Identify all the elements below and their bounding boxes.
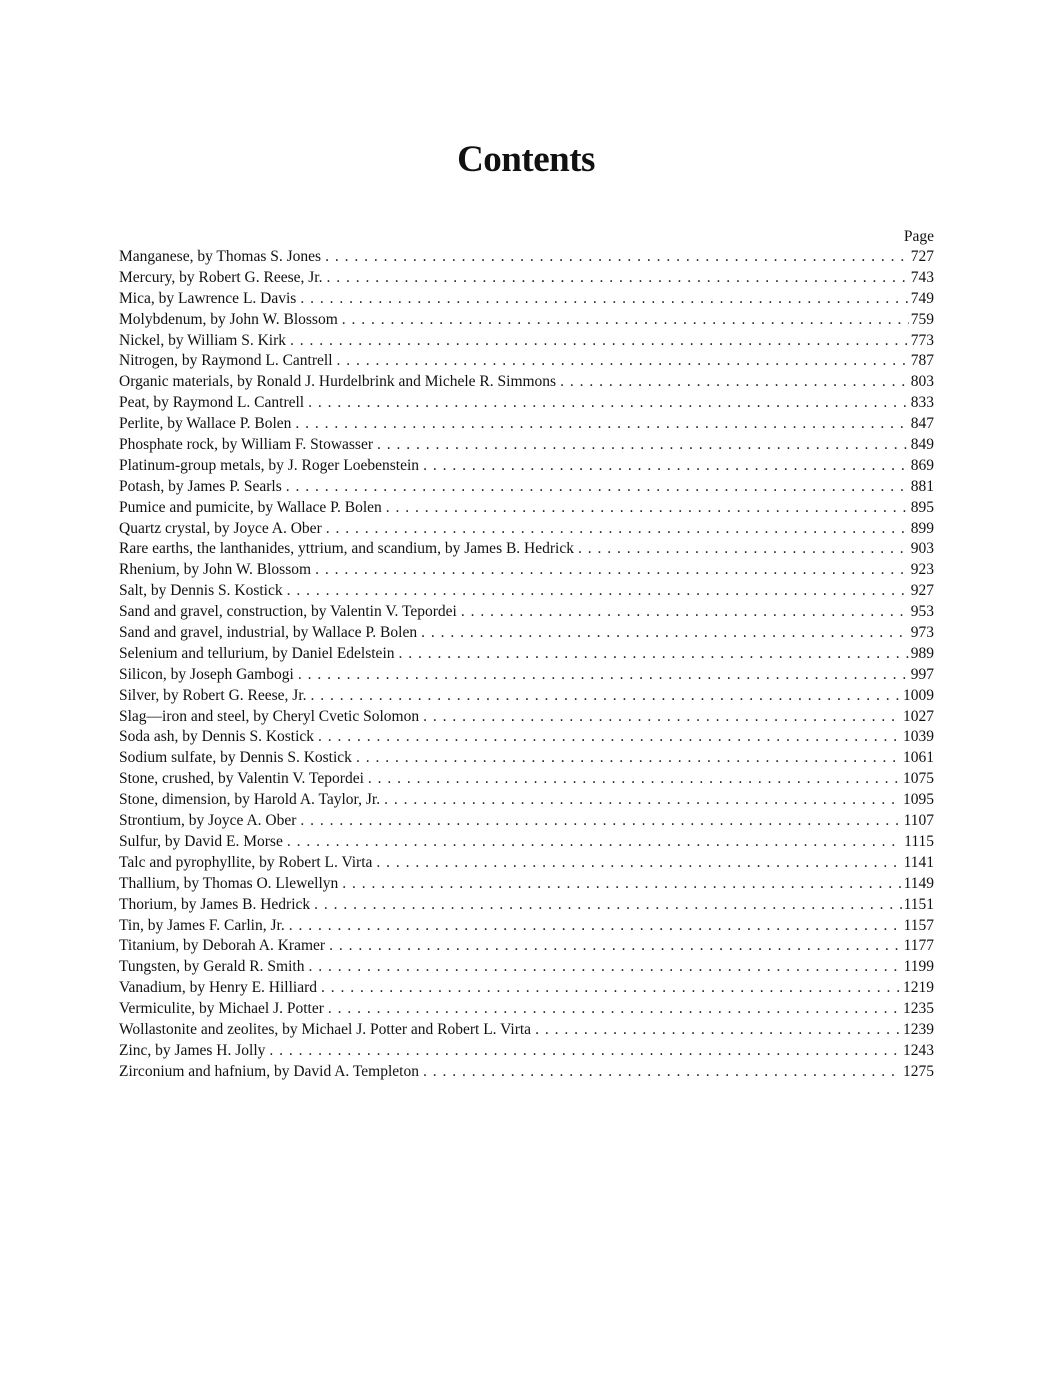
dot-leader xyxy=(578,539,909,560)
toc-entry-title: Mercury, by Robert G. Reese, Jr. xyxy=(119,268,323,286)
dot-leader xyxy=(356,748,901,769)
toc-entry[interactable] xyxy=(119,372,934,393)
toc-entry-page-number: 1039 xyxy=(903,728,934,746)
toc-entry-title: Selenium and tellurium, by Daniel Edelstein xyxy=(119,644,395,662)
dot-leader xyxy=(421,623,909,644)
dot-leader xyxy=(560,372,909,393)
dot-leader xyxy=(337,351,909,372)
toc-entry[interactable] xyxy=(119,916,934,937)
toc-entry-title: Sodium sulfate, by Dennis S. Kostick xyxy=(119,749,352,767)
dot-leader xyxy=(326,268,908,289)
toc-entry[interactable] xyxy=(119,623,934,644)
table-of-contents xyxy=(119,226,934,1083)
dot-leader xyxy=(314,895,901,916)
dot-leader xyxy=(399,644,909,665)
toc-entry-title: Platinum-group metals, by J. Roger Loebenstein xyxy=(119,456,420,474)
toc-entry-page-number: 787 xyxy=(910,352,934,370)
toc-entry-title: Stone, dimension, by Harold A. Taylor, Jr. xyxy=(119,791,381,809)
toc-entry-page-number: 1177 xyxy=(903,937,934,955)
toc-entry-page-number: 927 xyxy=(910,582,934,600)
toc-entry-page-number: 743 xyxy=(910,268,934,286)
toc-entry-page-number: 727 xyxy=(910,248,934,265)
dot-leader xyxy=(368,769,901,790)
toc-entry[interactable] xyxy=(119,1041,934,1062)
toc-entry[interactable] xyxy=(119,310,934,331)
toc-entry-page-number: 1095 xyxy=(903,791,934,809)
dot-leader xyxy=(290,331,909,352)
dot-leader xyxy=(287,581,909,602)
toc-entry-title: Salt, by Dennis S. Kostick xyxy=(119,582,283,600)
toc-entry-page-number: 953 xyxy=(910,603,934,621)
dot-leader xyxy=(535,1020,901,1041)
toc-entry[interactable] xyxy=(119,686,934,707)
toc-entry-title: Thallium, by Thomas O. Llewellyn xyxy=(119,874,339,892)
toc-entry-title: Mica, by Lawrence L. Davis xyxy=(119,289,297,307)
dot-leader xyxy=(386,498,909,519)
toc-entry-page-number: 1275 xyxy=(903,1062,934,1080)
toc-entry-title: Vermiculite, by Michael J. Potter xyxy=(119,1000,324,1018)
toc-entry-title: Tin, by James F. Carlin, Jr. xyxy=(119,916,285,934)
page-title: Contents xyxy=(457,139,595,180)
toc-entry-title: Vanadium, by Henry E. Hilliard xyxy=(119,979,318,997)
dot-leader xyxy=(376,853,901,874)
toc-entry[interactable] xyxy=(119,978,934,999)
toc-entry[interactable] xyxy=(119,790,934,811)
toc-entry-page-number: 923 xyxy=(910,561,934,579)
toc-entry-title: Nitrogen, by Raymond L. Cantrell xyxy=(119,352,333,370)
toc-entry[interactable] xyxy=(119,456,934,477)
toc-entry-page-number: 1219 xyxy=(903,979,934,997)
toc-entry[interactable] xyxy=(119,895,934,916)
toc-entry-title: Quartz crystal, by Joyce A. Ober xyxy=(119,519,322,537)
toc-entry[interactable] xyxy=(119,247,934,268)
dot-leader xyxy=(286,477,909,498)
toc-entry[interactable] xyxy=(119,727,934,748)
toc-entry-title: Titanium, by Deborah A. Kramer xyxy=(119,937,326,955)
toc-entry-page-number: 1107 xyxy=(903,812,934,830)
dot-leader xyxy=(311,686,901,707)
toc-list xyxy=(119,247,934,1083)
toc-entry-page-number: 1141 xyxy=(903,853,934,871)
toc-entry[interactable] xyxy=(119,289,934,310)
toc-entry-page-number: 895 xyxy=(910,498,934,516)
toc-entry-page-number: 1239 xyxy=(903,1020,934,1038)
toc-entry[interactable] xyxy=(119,707,934,728)
dot-leader xyxy=(287,832,902,853)
toc-entry[interactable] xyxy=(119,1020,934,1041)
toc-entry-page-number: 803 xyxy=(910,373,934,391)
dot-leader xyxy=(318,727,901,748)
toc-entry-title: Tungsten, by Gerald R. Smith xyxy=(119,958,305,976)
dot-leader xyxy=(315,560,909,581)
toc-entry[interactable] xyxy=(119,435,934,456)
toc-entry[interactable] xyxy=(119,665,934,686)
dot-leader xyxy=(308,957,901,978)
toc-entry-title: Sand and gravel, industrial, by Wallace P. Bolen xyxy=(119,624,418,642)
toc-entry[interactable] xyxy=(119,539,934,560)
toc-entry-page-number: 1075 xyxy=(903,770,934,788)
dot-leader xyxy=(342,310,909,331)
toc-entry-title: Rhenium, by John W. Blossom xyxy=(119,561,312,579)
toc-entry-page-number: 1009 xyxy=(903,686,934,704)
toc-entry-title: Peat, by Raymond L. Cantrell xyxy=(119,394,305,412)
toc-entry[interactable] xyxy=(119,644,934,665)
toc-entry-page-number: 903 xyxy=(910,540,934,558)
toc-entry-page-number: 1151 xyxy=(903,895,934,913)
toc-entry[interactable] xyxy=(119,477,934,498)
toc-entry[interactable] xyxy=(119,268,934,289)
toc-entry[interactable] xyxy=(119,1062,934,1083)
toc-entry[interactable] xyxy=(119,853,934,874)
dot-leader xyxy=(329,936,901,957)
dot-leader xyxy=(321,978,901,999)
toc-entry[interactable] xyxy=(119,498,934,519)
toc-entry-title: Wollastonite and zeolites, by Michael J. Potter and Robert L. Virta xyxy=(119,1020,532,1038)
toc-entry-title: Manganese, by Thomas S. Jones xyxy=(119,248,322,265)
toc-entry-title: Silver, by Robert G. Reese, Jr. xyxy=(119,686,307,704)
dot-leader xyxy=(295,414,908,435)
toc-entry[interactable] xyxy=(119,832,934,853)
toc-entry-page-number: 1243 xyxy=(903,1041,934,1059)
dot-leader xyxy=(377,435,909,456)
toc-entry-page-number: 759 xyxy=(910,310,934,328)
toc-entry-page-number: 997 xyxy=(910,665,934,683)
toc-entry-page-number: 749 xyxy=(910,289,934,307)
toc-entry-page-number: 869 xyxy=(910,456,934,474)
toc-entry-title: Talc and pyrophyllite, by Robert L. Virta xyxy=(119,853,373,871)
toc-entry-title: Potash, by James P. Searls xyxy=(119,477,282,495)
toc-entry[interactable] xyxy=(119,874,934,895)
dot-leader xyxy=(289,916,902,937)
toc-entry-title: Rare earths, the lanthanides, yttrium, and scandium, by James B. Hedrick xyxy=(119,540,574,558)
toc-entry-title: Zirconium and hafnium, by David A. Templeton xyxy=(119,1062,419,1080)
toc-entry-page-number: 989 xyxy=(910,644,934,662)
dot-leader xyxy=(269,1041,901,1062)
toc-entry[interactable] xyxy=(119,414,934,435)
toc-entry-page-number: 899 xyxy=(910,519,934,537)
dot-leader xyxy=(300,811,901,832)
toc-entry[interactable] xyxy=(119,560,934,581)
toc-entry-page-number: 1235 xyxy=(903,1000,934,1018)
toc-entry-title: Organic materials, by Ronald J. Hurdelbrink and Michele R. Simmons xyxy=(119,373,557,391)
dot-leader xyxy=(326,519,909,540)
page-column-header: Page xyxy=(903,228,934,245)
toc-entry-page-number: 1199 xyxy=(903,958,934,976)
toc-entry-title: Sulfur, by David E. Morse xyxy=(119,832,283,850)
toc-entry[interactable] xyxy=(119,748,934,769)
toc-entry[interactable] xyxy=(119,811,934,832)
toc-entry-page-number: 1027 xyxy=(903,707,934,725)
dot-leader xyxy=(300,289,908,310)
toc-entry-title: Perlite, by Wallace P. Bolen xyxy=(119,415,292,433)
toc-entry[interactable] xyxy=(119,331,934,352)
dot-leader xyxy=(298,665,909,686)
dot-leader xyxy=(308,393,909,414)
toc-entry-title: Strontium, by Joyce A. Ober xyxy=(119,812,297,830)
toc-entry-title: Silicon, by Joseph Gambogi xyxy=(119,665,294,683)
toc-entry[interactable] xyxy=(119,393,934,414)
toc-entry[interactable] xyxy=(119,999,934,1020)
dot-leader xyxy=(328,999,901,1020)
dot-leader xyxy=(461,602,909,623)
dot-leader xyxy=(325,247,909,268)
toc-entry-page-number: 1061 xyxy=(903,749,934,767)
toc-entry[interactable] xyxy=(119,769,934,790)
toc-entry-title: Pumice and pumicite, by Wallace P. Bolen xyxy=(119,498,382,516)
toc-entry[interactable] xyxy=(119,351,934,372)
toc-entry-page-number: 847 xyxy=(910,415,934,433)
toc-entry-title: Thorium, by James B. Hedrick xyxy=(119,895,311,913)
dot-leader xyxy=(423,707,901,728)
toc-entry[interactable] xyxy=(119,602,934,623)
toc-entry-page-number: 849 xyxy=(910,436,934,454)
dot-leader xyxy=(342,874,901,895)
toc-entry-title: Soda ash, by Dennis S. Kostick xyxy=(119,728,315,746)
toc-entry-page-number: 1157 xyxy=(903,916,934,934)
toc-entry-title: Stone, crushed, by Valentin V. Tepordei xyxy=(119,770,364,788)
toc-entry-page-number: 973 xyxy=(910,624,934,642)
toc-entry-page-number: 1115 xyxy=(904,832,934,850)
toc-entry[interactable] xyxy=(119,957,934,978)
toc-entry[interactable] xyxy=(119,936,934,957)
dot-leader xyxy=(384,790,901,811)
toc-entry-title: Slag—iron and steel, by Cheryl Cvetic Solomon xyxy=(119,707,420,725)
toc-entry-page-number: 833 xyxy=(910,394,934,412)
dot-leader xyxy=(423,1062,901,1083)
toc-entry-title: Zinc, by James H. Jolly xyxy=(119,1041,266,1059)
toc-entry[interactable] xyxy=(119,581,934,602)
toc-entry-page-number: 1149 xyxy=(903,874,934,892)
toc-entry-title: Nickel, by William S. Kirk xyxy=(119,331,286,349)
toc-entry-title: Phosphate rock, by William F. Stowasser xyxy=(119,436,374,454)
toc-entry-title: Sand and gravel, construction, by Valentin V. Tepordei xyxy=(119,603,457,621)
dot-leader xyxy=(423,456,909,477)
toc-entry-page-number: 881 xyxy=(910,477,934,495)
toc-entry-title: Molybdenum, by John W. Blossom xyxy=(119,310,338,328)
toc-entry-page-number: 773 xyxy=(910,331,934,349)
toc-entry[interactable] xyxy=(119,519,934,540)
